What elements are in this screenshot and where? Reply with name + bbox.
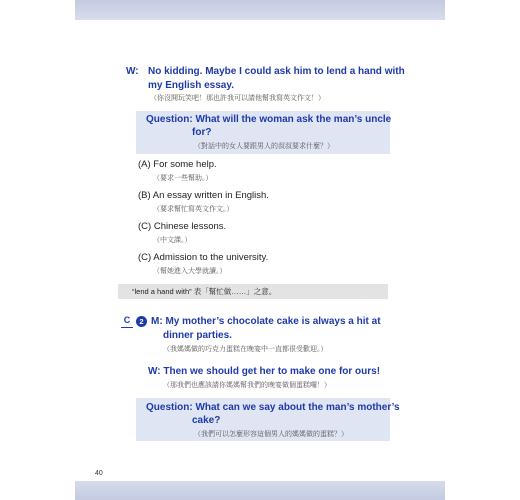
choice-c: (C) Chinese lessons. xyxy=(138,221,227,232)
w-dialog-translation: （你沒開玩笑吧！那也許我可以請他幫我寫英文作文！） xyxy=(150,94,325,102)
m-dialog-translation: （我媽媽做的巧克力蛋糕在晚宴中一直都很受歡迎。） xyxy=(163,345,328,353)
vocabulary-note: “lend a hand with” 表「幫忙做……」之意。 xyxy=(118,284,388,299)
choice-c-translation: （中文課。） xyxy=(153,236,192,244)
choice-d: (C) Admission to the university. xyxy=(138,252,269,263)
choice-b-translation: （要求幫忙寫英文作文。） xyxy=(153,205,234,213)
question-2-translation: （我們可以怎麼形容這個男人的媽媽做的蛋糕？） xyxy=(194,430,348,438)
m-dialog-line-2: dinner parties. xyxy=(163,330,232,341)
w-dialog-line-2: my English essay. xyxy=(148,80,234,91)
question-box-2 xyxy=(136,398,400,441)
question-1-line-1: Question: What will the woman ask the man’s uncle xyxy=(146,114,392,125)
question-2-line-1: Question: What can we say about the man’s mother’s xyxy=(146,402,400,413)
question-1-translation: （對話中的女人要跟男人的叔叔要求什麼？） xyxy=(194,142,334,150)
question-number-badge: 2 xyxy=(136,316,147,327)
m-dialog-line-1: M: My mother’s chocolate cake is always a hit at xyxy=(151,316,381,327)
question-2-line-2: cake? xyxy=(192,415,221,426)
choice-b: (B) An essay written in English. xyxy=(138,190,269,201)
answer-letter: C xyxy=(121,315,133,328)
choice-a: (A) For some help. xyxy=(138,159,217,170)
header-band xyxy=(75,0,445,20)
choice-d-translation: （幫她進入大學就讀。） xyxy=(153,267,227,275)
choice-a-translation: （要求一些幫助。） xyxy=(153,174,213,182)
w-dialog-line-1: No kidding. Maybe I could ask him to lend a hand with xyxy=(148,66,405,77)
w-dialog-2-line: W: Then we should get her to make one for ours! xyxy=(148,366,381,377)
question-1-line-2: for? xyxy=(192,127,212,138)
question-box-1 xyxy=(136,111,390,154)
w-dialog-2-translation: （那我們也應該請你媽媽幫我們的晚宴做個蛋糕囉！） xyxy=(163,381,331,389)
page-number: 40 xyxy=(95,470,103,477)
footer-band xyxy=(75,481,445,500)
speaker-w-label: W: xyxy=(126,66,139,77)
